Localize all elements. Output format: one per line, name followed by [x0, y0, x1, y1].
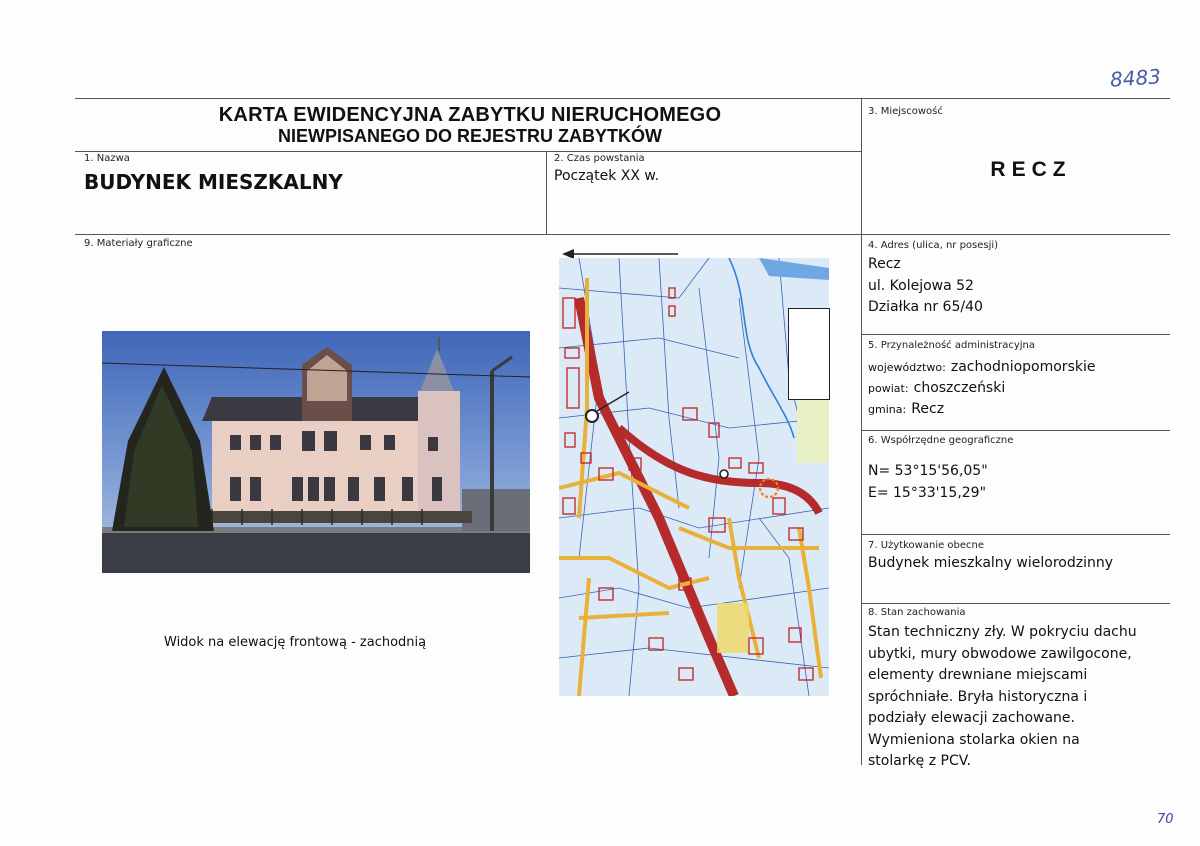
address-line3: Działka nr 65/40	[868, 299, 983, 315]
condition-line: Wymieniona stolarka okien na	[868, 731, 1080, 748]
graphics-label: 9. Materiały graficzne	[84, 238, 193, 249]
row-divider-6	[861, 430, 1170, 431]
address-label: 4. Adres (ulica, nr posesji)	[868, 240, 999, 251]
condition-line: podziały elewacji zachowane.	[868, 710, 1075, 726]
name-label: 1. Nazwa	[84, 153, 130, 164]
name-value: BUDYNEK MIESZKALNY	[84, 170, 343, 194]
condition-label: 8. Stan zachowania	[868, 607, 966, 618]
condition-line: elementy drewniane miejscami	[868, 667, 1088, 683]
commune-value: Recz	[911, 401, 945, 417]
top-border	[75, 98, 1170, 99]
row-divider-7	[861, 534, 1170, 535]
address-line2: ul. Kolejowa 52	[868, 278, 974, 294]
card-title-line2: NIEWPISANEGO DO REJESTRU ZABYTKÓW	[277, 126, 663, 146]
condition-line: stolarkę z PCV.	[868, 753, 971, 769]
usage-label: 7. Użytkowanie obecne	[868, 540, 985, 551]
county-row	[868, 377, 1005, 396]
building-photo	[102, 331, 530, 573]
coords-e: E= 15°33'15,29"	[868, 485, 987, 501]
commune-label: gmina:	[868, 403, 907, 416]
photo-caption: Widok na elewację frontową - zachodnią	[164, 635, 427, 650]
header-bottom-border	[75, 234, 1170, 235]
voivodeship-label: województwo:	[868, 361, 946, 374]
condition-line: ubytki, mury obwodowe zawilgocone,	[868, 645, 1132, 662]
handwritten-inventory-number: 8483	[1109, 64, 1162, 92]
county-value: choszczeński	[913, 380, 1006, 396]
coords-label: 6. Współrzędne geograficzne	[868, 435, 1014, 446]
voivodeship-row	[868, 356, 1095, 375]
condition-text	[868, 622, 1168, 773]
voivodeship-value: zachodniopomorskie	[950, 359, 1096, 375]
coords-n: N= 53°15'56,05"	[868, 463, 988, 479]
condition-line: spróchniałe. Bryła historyczna i	[868, 688, 1088, 705]
name-date-divider	[546, 151, 547, 234]
admin-label: 5. Przynależność administracyjna	[868, 340, 1035, 351]
title-divider	[75, 151, 861, 152]
row-divider-8	[861, 603, 1170, 604]
place-value: RECZ	[990, 158, 1072, 181]
county-label: powiat:	[868, 382, 909, 395]
date-value: Początek XX w.	[554, 168, 660, 184]
condition-line: Stan techniczny zły. W pokryciu dachu	[868, 624, 1137, 640]
usage-value: Budynek mieszkalny wielorodzinny	[868, 555, 1113, 571]
commune-row	[868, 398, 944, 417]
place-label: 3. Miejscowość	[868, 106, 943, 117]
card-title-line1: KARTA EWIDENCYJNA ZABYTKU NIERUCHOMEGO	[218, 104, 722, 126]
right-column-divider	[861, 98, 862, 765]
row-divider-5	[861, 334, 1170, 335]
map-blank-label-box	[788, 308, 830, 400]
handwritten-page-number: 70	[1157, 812, 1174, 827]
address-line1: Recz	[868, 256, 901, 272]
date-label: 2. Czas powstania	[554, 153, 645, 164]
